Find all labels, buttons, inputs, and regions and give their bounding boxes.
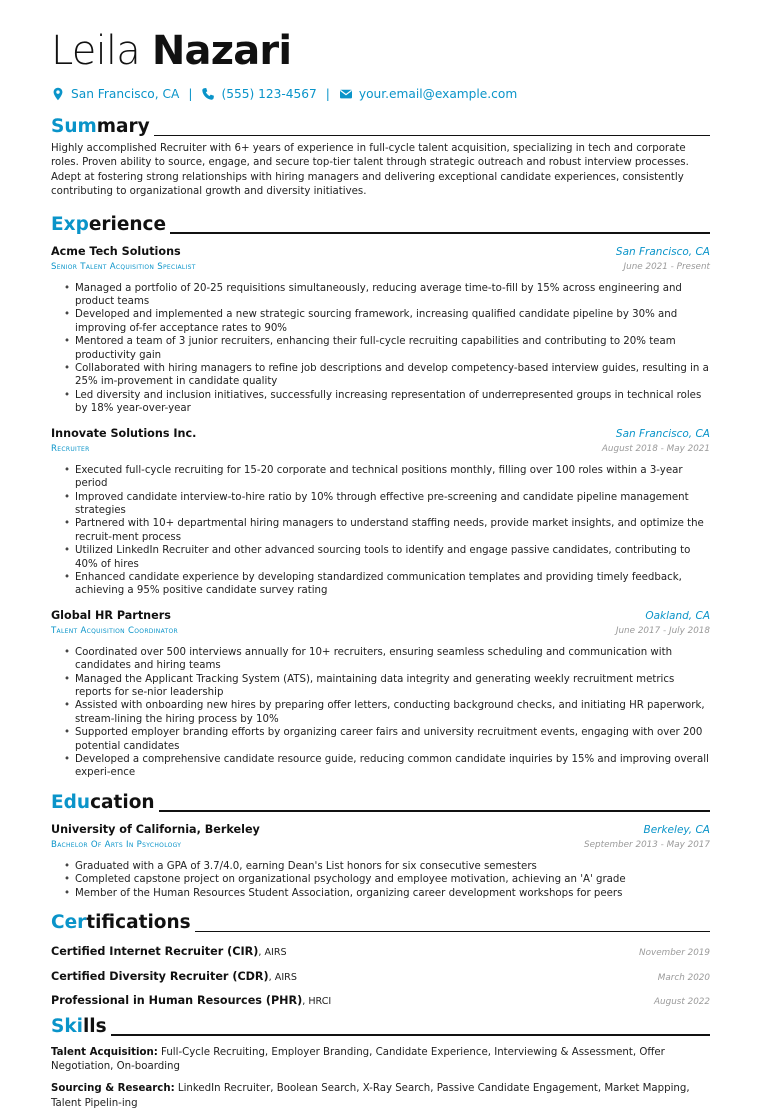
school-location: Berkeley, CA [643,823,710,836]
experience-entry [51,608,710,780]
list-item: • Collaborated with hiring managers to refine job descriptions and develop competency-based interview guides, resulting in a 25% im-provement in candidate quality [75,362,710,389]
company-name: Acme Tech Solutions [51,244,181,258]
education-dates: September 2013 - May 2017 [584,839,710,850]
section-title: Experience [51,213,167,235]
certification-date: November 2019 [639,948,710,959]
job-dates: June 2021 - Present [623,261,710,272]
map-marker-icon [51,87,65,101]
experience-entry [51,426,710,598]
section-title: Skills [51,1015,107,1037]
separator: | [325,87,330,101]
skill-category: Sourcing & Research: [51,1083,175,1095]
education-heading [51,790,710,814]
job-location: Oakland, CA [645,609,710,622]
separator: | [188,87,193,101]
skill-line [51,1046,710,1075]
certification-name: Certified Internet Recruiter (CIR) [51,945,259,959]
education-bullets [51,860,710,900]
certifications-heading [51,910,710,934]
company-name: Global HR Partners [51,608,171,622]
certification-issuer: , HRCI [302,996,332,1008]
list-item: • Developed a comprehensive candidate resource guide, reducing common candidate inquiries by 15% and improving overall experi-ence [75,753,710,780]
contact-email[interactable] [339,87,517,101]
list-item: • Member of the Human Resources Student Association, organizing career development workshops for peers [75,887,710,900]
candidate-name [51,30,710,80]
job-location: San Francisco, CA [615,427,710,440]
list-item: • Managed a portfolio of 20-25 requisitions simultaneously, reducing average time-to-fill by 15% across engineering and product teams [75,282,710,309]
certifications-list [51,940,710,1014]
certification-date: March 2020 [657,972,710,983]
education-entry [51,822,710,900]
list-item: • Mentored a team of 3 junior recruiters, enhancing their full-cycle recruiting capabilities and contributing to 20% team productivity gain [75,335,710,362]
certification-name: Certified Diversity Recruiter (CDR) [51,969,269,983]
certification-item [51,989,710,1014]
list-item: • Improved candidate interview-to-hire ratio by 10% through effective pre-screening and candidate pipeline management strategies [75,491,710,518]
certification-item [51,965,710,990]
last-name: Nazari [151,28,292,74]
certification-date: August 2022 [654,997,710,1008]
list-item: • Enhanced candidate experience by developing standardized communication templates and providing timely feedback, achieving a 95% positive candidate survey rating [75,571,710,598]
certification-name: Professional in Human Resources (PHR) [51,994,303,1008]
list-item: • Partnered with 10+ departmental hiring managers to understand staffing needs, provide market insights, and optimize the recruit-ment process [75,517,710,544]
job-title: Talent Acquisition Coordinator [51,625,178,636]
experience-entry [51,244,710,416]
job-dates: June 2017 - July 2018 [615,625,710,636]
list-item: • Completed capstone project on organizational psychology and employee motivation, achieving an 'A' grade [75,873,710,886]
certification-issuer: , AIRS [258,947,287,959]
summary-text: Highly accomplished Recruiter with 6+ years of experience in full-cycle talent acquisition, specializing in tech and corporate roles. Proven ability to source, engage, and secure top-tier talent through strategic outreach and robust interview processes. Adept at fostering strong relationships with hiring managers and delivering exceptional candidate experiences, consistently contributing to organizational growth and diversity initiatives. [51,143,689,198]
job-bullets [51,464,710,598]
list-item: • Supported employer branding efforts by organizing career fairs and university recruitment events, engaging with over 200 potential candidates [75,726,710,753]
skill-values: Full-Cycle Recruiting, Employer Branding, Candidate Experience, Interviewing & Assessment, Offer Negotiation, On-boarding [51,1046,665,1072]
section-divider [111,1034,710,1036]
job-bullets [51,646,710,780]
section-divider [170,232,710,234]
list-item: • Assisted with onboarding new hires by preparing offer letters, conducting background checks, and initiating HR paperwork, stream-lining the hiring process by 10% [75,699,710,726]
contact-phone[interactable] [201,87,316,101]
location-text: San Francisco, CA [71,87,180,101]
skill-line [51,1082,710,1111]
list-item: • Coordinated over 500 interviews annually for 10+ recruiters, ensuring seamless scheduling and communication with candidates and hiring teams [75,646,710,673]
job-bullets [51,282,710,416]
school-name: University of California, Berkeley [51,822,260,836]
list-item: • Executed full-cycle recruiting for 15-20 corporate and technical positions monthly, filling over 100 roles within a 3-year period [75,464,710,491]
phone-icon [201,87,215,101]
list-item: • Utilized LinkedIn Recruiter and other advanced sourcing tools to identify and engage passive candidates, contributing to 40% of hires [75,544,710,571]
skill-category: Talent Acquisition: [51,1046,158,1058]
job-dates: August 2018 - May 2021 [601,443,710,454]
contact-location [51,87,179,101]
summary-heading [51,114,710,138]
job-location: San Francisco, CA [615,245,710,258]
phone-text[interactable]: (555) 123-4567 [221,87,317,101]
section-divider [154,135,710,137]
envelope-icon [339,87,353,101]
skill-values: LinkedIn Recruiter, Boolean Search, X-Ray Search, Passive Candidate Engagement, Market Mapping, Talent Pipelin-ing [51,1083,690,1109]
section-divider [159,810,710,812]
list-item: • Graduated with a GPA of 3.7/4.0, earning Dean's List honors for six consecutive semesters [75,860,710,873]
job-title: Senior Talent Acquisition Specialist [51,261,196,272]
degree: Bachelor Of Arts In Psychology [51,839,182,850]
contact-bar [51,86,710,102]
job-title: Recruiter [51,443,90,454]
company-name: Innovate Solutions Inc. [51,426,197,440]
section-title: Summary [51,116,150,137]
first-name: Leila [51,28,140,74]
certification-issuer: , AIRS [268,971,297,983]
experience-heading [51,212,710,236]
list-item: • Led diversity and inclusion initiatives, successfully increasing representation of underrepresented groups in technical roles by 18% year-over-year [75,389,710,416]
email-text[interactable]: your.email@example.com [358,87,518,101]
skills-heading [51,1014,710,1038]
section-divider [195,931,710,933]
list-item: • Managed the Applicant Tracking System (ATS), maintaining data integrity and generating weekly recruitment metrics reports for se-nior leadership [75,673,710,700]
section-title: Certifications [51,912,191,934]
section-title: Education [51,791,155,813]
certification-item [51,940,710,965]
list-item: • Developed and implemented a new strategic sourcing framework, increasing qualified candidate pipeline by 30% and improving of-fer acceptance rates to 90% [75,308,710,335]
